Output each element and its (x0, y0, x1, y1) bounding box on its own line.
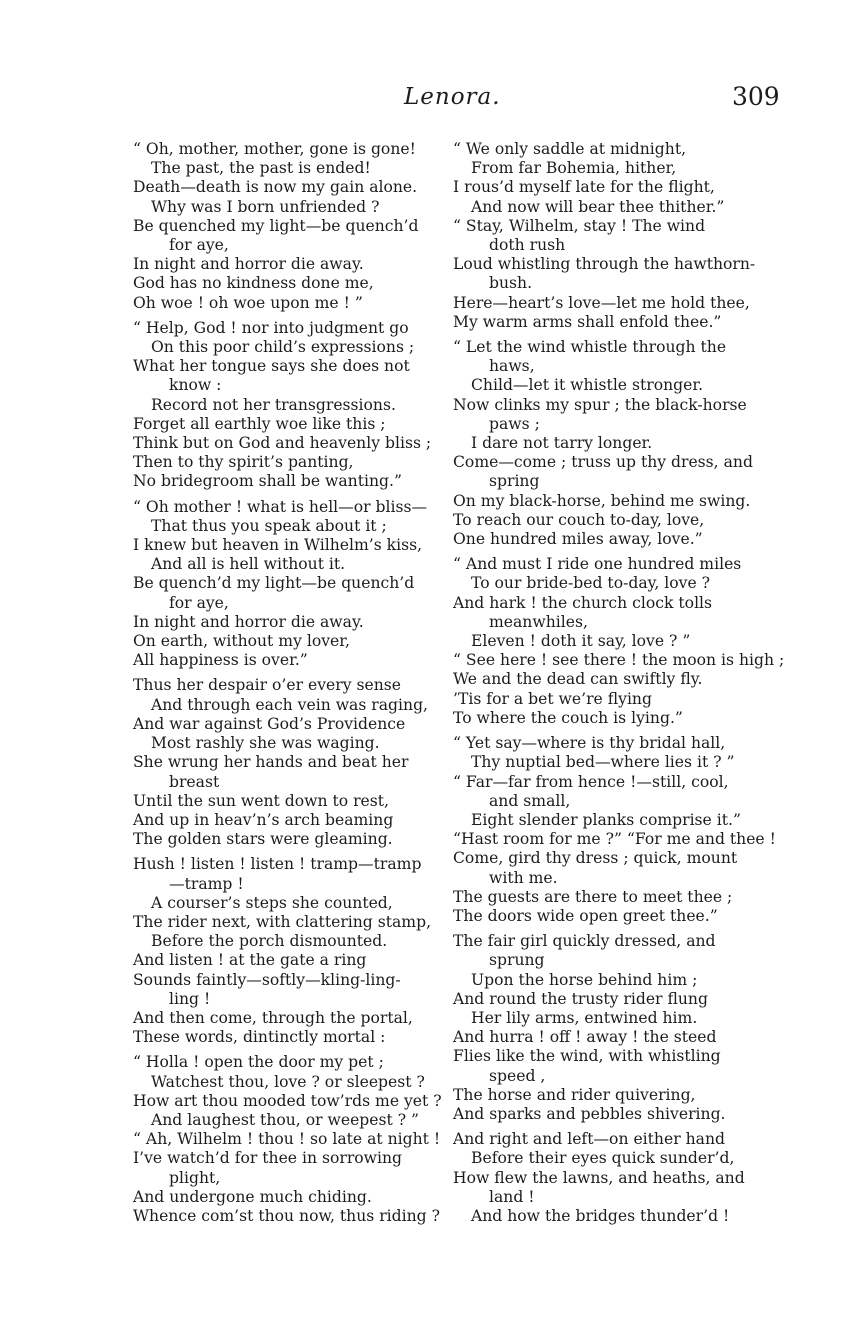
poem-line: bush. (489, 274, 533, 293)
poem-line: The rider next, with clattering stamp, (133, 912, 432, 931)
poem-line: Hush ! listen ! listen ! tramp—tramp (133, 855, 422, 874)
poem-line: The past, the past is ended! (151, 159, 371, 178)
poem-line: My warm arms shall enfold thee.” (453, 312, 722, 331)
poem-line: Eight slender planks comprise it.” (471, 810, 741, 829)
poem-line: The doors wide open greet thee.” (453, 906, 718, 925)
poem-line: “ Oh mother ! what is hell—or bliss— (133, 497, 428, 516)
poem-line: Then to thy spirit’s panting, (133, 453, 354, 472)
poem-line: and small, (489, 791, 571, 810)
stanza (133, 498, 438, 671)
poem-line: “ Oh, mother, mother, gone is gone! (133, 140, 416, 158)
poem-line: Sounds faintly—softly—kling-ling- (133, 970, 401, 989)
poem-line: land ! (489, 1187, 535, 1206)
poem-line: And up in heav’n’s arch beaming (133, 810, 394, 829)
poem-line: Thus her despair o’er every sense (133, 676, 401, 695)
poem-line: know : (169, 376, 222, 395)
stanza (453, 555, 785, 728)
poem-line: Record not her transgressions. (151, 395, 396, 414)
poem-line: Death—death is now my gain alone. (133, 178, 418, 197)
poem-line: Come, gird thy dress ; quick, mount (453, 849, 738, 868)
poem-line: And then come, through the portal, (133, 1008, 413, 1027)
poem-line: I rous’d myself late for the flight, (453, 178, 715, 197)
poem-line: We and the dead can swiftly fly. (453, 670, 703, 689)
running-title: Lenora. (404, 84, 501, 110)
poem-line: In night and horror die away. (133, 612, 364, 631)
poem-line: “ Far—far from hence !—still, cool, (453, 772, 729, 791)
poem-line: Until the sun went down to rest, (133, 791, 390, 810)
right-column (453, 140, 785, 1232)
poem-line: Be quench’d my light—be quench’d (133, 574, 415, 593)
stanza (133, 140, 438, 313)
poem-line: Be quenched my light—be quench’d (133, 216, 419, 235)
poem-line: “ Stay, Wilhelm, stay ! The wind (453, 216, 706, 235)
poem-line: One hundred miles away, love.” (453, 530, 703, 549)
poem-line: And now will bear thee thither.” (471, 197, 725, 216)
poem-line: God has no kindness done me, (133, 274, 374, 293)
page-number: 309 (732, 82, 780, 111)
poem-line: “ Yet say—where is thy bridal hall, (453, 734, 726, 753)
poem-line: She wrung her hands and beat her (133, 753, 409, 772)
poem-line: And listen ! at the gate a ring (133, 951, 367, 970)
poem-line: meanwhiles, (489, 612, 588, 631)
poem-line: I knew but heaven in Wilhelm’s kiss, (133, 536, 423, 555)
poem-line: Here—heart’s love—let me hold thee, (453, 293, 750, 312)
poem-line: “ We only saddle at midnight, (453, 140, 687, 158)
poem-line: haws, (489, 357, 535, 376)
poem-line: plight, (169, 1168, 221, 1187)
poem-line: for aye, (169, 236, 229, 255)
poem-line: Forget all earthly woe like this ; (133, 414, 386, 433)
poem-line: How art thou mooded tow’rds me yet ? (133, 1091, 442, 1110)
poem-line: Loud whistling through the hawthorn- (453, 255, 756, 274)
poem-line: “ Let the wind whistle through the (453, 338, 727, 357)
poem-line: Upon the horse behind him ; (471, 970, 698, 989)
poem-line: And laughest thou, or weepest ? ” (151, 1110, 420, 1129)
poem-line: ’Tis for a bet we’re flying (453, 689, 652, 708)
poem-line: And war against God’s Providence (133, 714, 406, 733)
poem-line: spring (489, 472, 540, 491)
poem-line: Most rashly she was waging. (151, 734, 380, 753)
stanza (453, 338, 758, 549)
poem-line: Think but on God and heavenly bliss ; (133, 434, 432, 453)
poem-line: How flew the lawns, and heaths, and (453, 1168, 745, 1187)
poem-line: The horse and rider quivering, (453, 1085, 696, 1104)
poem-line: breast (169, 772, 220, 791)
poem-line: On my black-horse, behind me swing. (453, 491, 751, 510)
poem-line: And hark ! the church clock tolls (453, 593, 713, 612)
poem-line: From far Bohemia, hither, (471, 159, 677, 178)
poem-line: On earth, without my lover, (133, 632, 350, 651)
poem-line: Flies like the wind, with whistling (453, 1047, 721, 1066)
poem-line: doth rush (489, 236, 566, 255)
poem-line: “ Holla ! open the door my pet ; (133, 1053, 384, 1072)
poem-line: The guests are there to meet thee ; (453, 887, 733, 906)
poem-line: paws ; (489, 414, 540, 433)
poem-line: Oh woe ! oh woe upon me ! ” (133, 293, 363, 312)
poem-line: All happiness is over.” (133, 651, 308, 670)
poem-line: To where the couch is lying.” (453, 708, 683, 727)
stanza (133, 676, 438, 849)
poem-line: Thy nuptial bed—where lies it ? ” (471, 753, 735, 772)
poem-line: That thus you speak about it ; (151, 516, 387, 535)
poem-line: In night and horror die away. (133, 255, 364, 274)
left-column (133, 140, 442, 1232)
stanza (133, 319, 438, 492)
poem-line: Come—come ; truss up thy dress, and (453, 453, 753, 472)
stanza (453, 1130, 758, 1226)
stanza (453, 140, 758, 332)
stanza (133, 1053, 442, 1226)
poem-line: And round the trusty rider flung (453, 989, 708, 1008)
poem-line: Before their eyes quick sunder’d, (471, 1149, 735, 1168)
poem-line: A courser’s steps she counted, (151, 893, 393, 912)
poem-line: for aye, (169, 593, 229, 612)
poem-line: The fair girl quickly dressed, and (453, 932, 716, 951)
poem-line: ling ! (169, 989, 211, 1008)
poem-line: Eleven ! doth it say, love ? ” (471, 632, 691, 651)
poem-line: To reach our couch to-day, love, (453, 510, 705, 529)
poem-line: sprung (489, 951, 545, 970)
poem-line: Whence com’st thou now, thus riding ? (133, 1206, 440, 1225)
poem-line: “ Ah, Wilhelm ! thou ! so late at night ! (133, 1130, 441, 1149)
poem-line: No bridegroom shall be wanting.” (133, 472, 402, 491)
poem-line: The golden stars were gleaming. (133, 830, 393, 849)
poem-line: Now clinks my spur ; the black-horse (453, 395, 747, 414)
poem-line: Child—let it whistle stronger. (471, 376, 704, 395)
poem-line: On this poor child’s expressions ; (151, 338, 415, 357)
stanza (453, 932, 758, 1124)
poem-line: Watchest thou, love ? or sleepest ? (151, 1072, 425, 1091)
stanza (453, 734, 776, 926)
poem-line: Why was I born unfriended ? (151, 197, 380, 216)
poem-line: And all is hell without it. (151, 555, 346, 574)
poem-line: —tramp ! (169, 874, 244, 893)
poem-line: And through each vein was raging, (151, 695, 429, 714)
poem-line: And hurra ! off ! away ! the steed (453, 1028, 717, 1047)
poem-line: And right and left—on either hand (453, 1130, 725, 1149)
poem-line: And sparks and pebbles shivering. (453, 1104, 726, 1123)
poem-line: “ Help, God ! nor into judgment go (133, 318, 409, 337)
poem-line: Before the porch dismounted. (151, 932, 388, 951)
poem-line: “ See here ! see there ! the moon is high ; (453, 651, 785, 670)
poem-line: What her tongue says she does not (133, 357, 410, 376)
poem-line: I dare not tarry longer. (471, 434, 653, 453)
stanza (133, 855, 438, 1047)
poem-line: I’ve watch’d for thee in sorrowing (133, 1149, 403, 1168)
poem-line: with me. (489, 868, 558, 887)
poem-line: These words, dintinctly mortal : (133, 1028, 386, 1047)
poem-line: And how the bridges thunder’d ! (471, 1206, 730, 1225)
poem-line: Her lily arms, entwined him. (471, 1008, 698, 1027)
poem-line: And undergone much chiding. (133, 1187, 372, 1206)
poem-line: “ And must I ride one hundred miles (453, 555, 742, 574)
poem-line: To our bride-bed to-day, love ? (471, 574, 711, 593)
poem-line: “Hast room for me ?” “For me and thee ! (453, 830, 776, 849)
poem-line: speed , (489, 1066, 546, 1085)
